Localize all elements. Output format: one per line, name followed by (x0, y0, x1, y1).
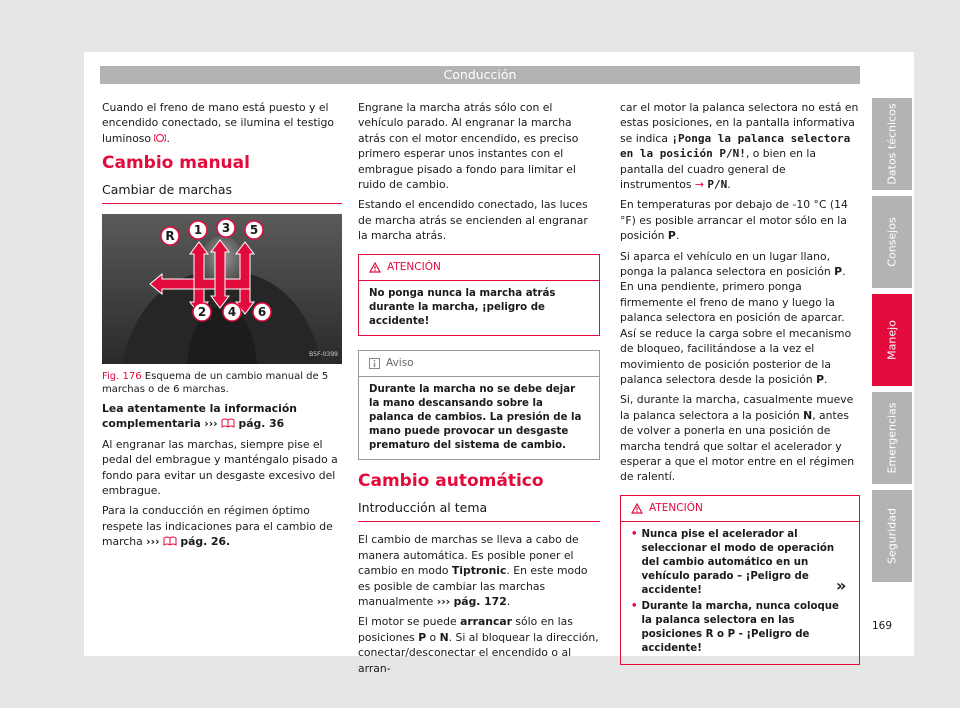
paragraph-reverse: Engrane la marcha atrás sólo con el vehículo parado. Al engranar la marcha atrás con el motor encendido, es preciso primero esperar unos instantes con el embrague pisado a fondo para limitar el ruido de cambio. (358, 101, 579, 192)
paragraph-parking: Si aparca el vehículo en un lugar llano, ponga la palanca selectora en posición P. En una pendiente, primero ponga firmemente el freno de mano y luego la palanca selectora en posición de aparcar. Así se reduce la carga sobre el mecanismo de bloqueo, facilitándose a la vez el movimiento de posición posterior de la palanca selectora desde la posición P. (620, 249, 852, 386)
subsection-title-intro: Introducción al tema (358, 500, 600, 522)
paragraph-optimal: Para la conducción en régimen óptimo respete las indicaciones para el cambio de marcha ››› pág. 26. (102, 504, 333, 549)
gear-label-r: R (165, 229, 175, 244)
paragraph-automatic: El cambio de marchas se lleva a cabo de manera automática. Es posible poner el cambio en modo Tiptronic. En este modo es posible de cambiar las marchas manualmente ››› pág. 172. (358, 533, 588, 608)
paragraph-neutral: Si, durante la marcha, casualmente mueve la palanca selectora a la posición N, antes de volver a ponerla en una posición de marcha tendrá que soltar el acelerador y esperar a que el motor entre en el régimen de ralentí. (620, 393, 855, 484)
warning-title-automatic: ATENCIÓN (649, 501, 703, 514)
warning-text: No ponga nunca la marcha atrás durante la marcha, ¡peligro de accidente! (369, 288, 556, 328)
column-2 (358, 100, 600, 681)
subsection-title-gears: Cambiar de marchas (102, 182, 342, 204)
figure-caption: Fig. 176 Esquema de un cambio manual de 5 marchas o de 6 marchas. (102, 371, 329, 396)
tab-seguridad[interactable]: Seguridad (872, 490, 912, 582)
note-box (358, 350, 600, 460)
tiptronic-ref-link[interactable]: pág. 172 (453, 594, 507, 608)
warning-box-reverse (358, 254, 600, 336)
paragraph-display-message: car el motor la palanca selectora no está en estas posiciones, en la pantalla informativa se indica ¡Ponga la palanca selectora en la posición P/N!, o bien en la pantalla del cuadro general de instrumentos → P/N. (620, 101, 859, 192)
warning-box-automatic (620, 495, 860, 665)
figure-label: Fig. 176 (102, 371, 142, 383)
warning-title: ATENCIÓN (387, 260, 441, 273)
warning-item: • Durante la marcha, nunca coloque la palanca selectora en las posiciones R o P - ¡Peligro de accidente! (631, 601, 839, 655)
book-icon (163, 536, 177, 546)
paragraph-temperature: En temperaturas por debajo de -10 °C (14 °F) es posible arrancar el motor sólo en la posición P. (620, 198, 848, 243)
optimal-ref-link[interactable]: pág. 26. (180, 535, 231, 549)
chapter-tabs (872, 98, 912, 588)
warning-triangle-icon (631, 503, 643, 514)
paragraph-clutch: Al engranar las marchas, siempre pise el pedal del embrague y manténgalo pisado a fondo para evitar un desgaste excesivo del embrague. (102, 437, 338, 498)
tab-consejos[interactable]: Consejos (872, 196, 912, 288)
column-3 (620, 100, 860, 679)
tab-emergencias[interactable]: Emergencias (872, 392, 912, 484)
shift-pattern-diagram (102, 214, 342, 364)
gear-label-6: 6 (257, 305, 267, 320)
section-title-manual: Cambio manual (102, 153, 250, 174)
read-info-ref-link[interactable]: pág. 36 (238, 417, 285, 431)
section-title-automatic: Cambio automático (358, 471, 544, 492)
note-text: Durante la marcha no se debe dejar la mano descansando sobre la palanca de cambios. La presión de la mano puede provocar un desgaste prematuro del sistema de cambio. (369, 384, 582, 452)
page-number: 169 (872, 620, 893, 632)
intro-paragraph: Cuando el freno de mano está puesto y el encendido conectado, se ilumina el testigo luminoso . (102, 101, 335, 145)
paragraph-start: El motor se puede arrancar sólo en las posiciones P o N. Si al bloquear la dirección, conectar/desconectar el encendido o al arran- (358, 615, 599, 675)
gear-label-3: 3 (221, 221, 231, 236)
book-icon (221, 418, 235, 428)
tab-manejo[interactable]: Manejo (872, 294, 912, 386)
paragraph-reverse-lights: Estando el encendido conectado, las luces de marcha atrás se encienden al engranar la marcha atrás. (358, 198, 588, 243)
gear-label-4: 4 (227, 305, 237, 320)
gear-label-2: 2 (197, 305, 207, 320)
continue-mark: » (836, 576, 847, 595)
warning-item: • Nunca pise el acelerador al seleccionar el modo de operación del cambio automático en un vehículo parado – ¡Peligro de accidente! (631, 529, 835, 597)
brake-warning-icon (154, 133, 166, 143)
info-icon (369, 358, 380, 369)
warning-triangle-icon (369, 262, 381, 273)
tab-datos-tecnicos[interactable]: Datos técnicos (872, 98, 912, 190)
read-info-line: Lea atentamente la información complementaria ››› pág. 36 (102, 402, 297, 431)
page-header: Conducción (100, 66, 860, 84)
column-1 (102, 100, 342, 555)
gear-label-5: 5 (249, 223, 259, 238)
gear-label-1: 1 (193, 223, 203, 238)
note-title: Aviso (386, 357, 414, 370)
gear-knob-illustration (102, 214, 342, 364)
figure-code: B5F-0399 (309, 350, 338, 358)
